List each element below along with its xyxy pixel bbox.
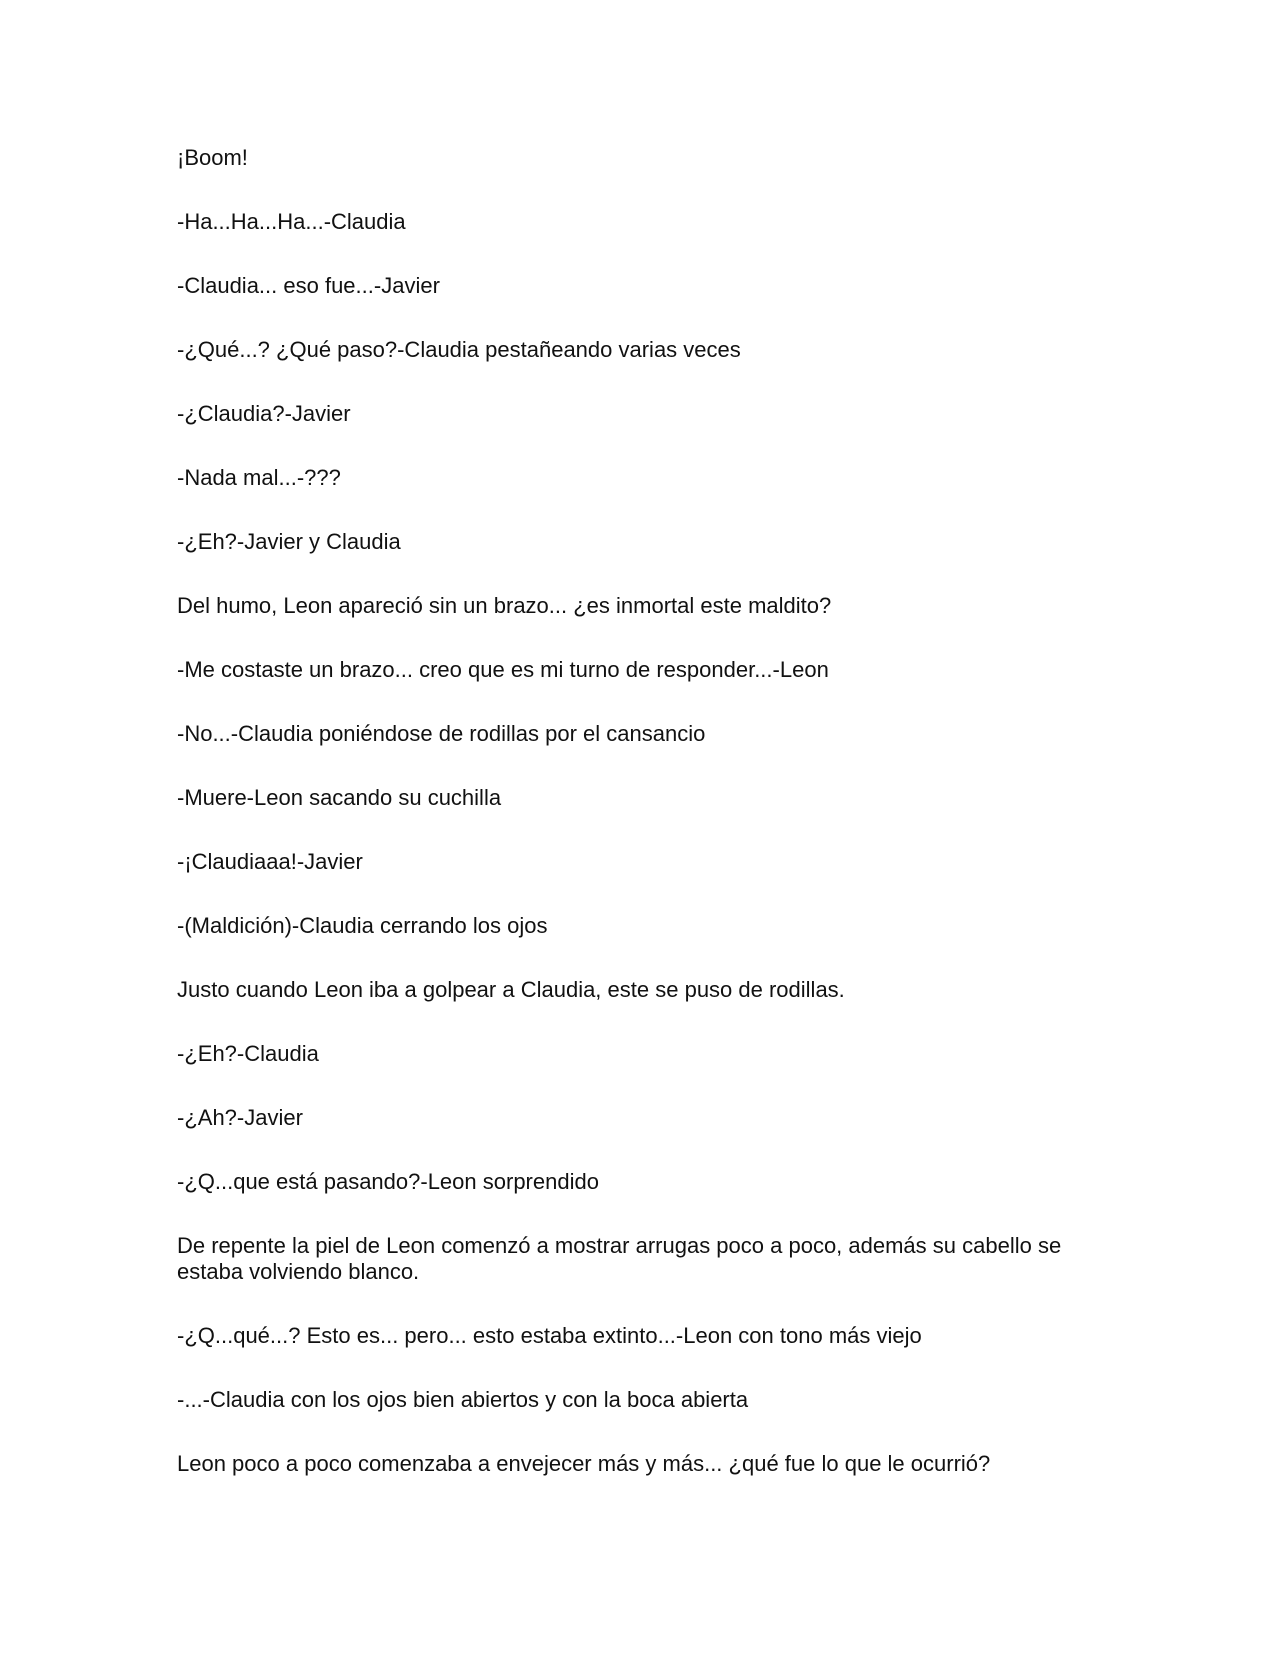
paragraph: -Me costaste un brazo... creo que es mi turno de responder...-Leon [177, 657, 829, 682]
paragraph: ¡Boom! [177, 145, 248, 170]
paragraph: De repente la piel de Leon comenzó a mostrar arrugas poco a poco, además su cabello se estaba volviendo blanco. [177, 1233, 1062, 1284]
paragraph: -¿Ah?-Javier [177, 1105, 303, 1130]
document-body [177, 145, 1097, 1477]
paragraph: -¿Claudia?-Javier [177, 401, 351, 426]
paragraph: -¿Q...que está pasando?-Leon sorprendido [177, 1169, 599, 1194]
paragraph: -Ha...Ha...Ha...-Claudia [177, 209, 406, 234]
paragraph: -¿Q...qué...? Esto es... pero... esto estaba extinto...-Leon con tono más viejo [177, 1323, 922, 1348]
paragraph: -Nada mal...-??? [177, 465, 341, 490]
paragraph: -(Maldición)-Claudia cerrando los ojos [177, 913, 548, 938]
paragraph: Justo cuando Leon iba a golpear a Claudia, este se puso de rodillas. [177, 977, 845, 1002]
paragraph: -¿Eh?-Javier y Claudia [177, 529, 401, 554]
paragraph: Del humo, Leon apareció sin un brazo... ¿es inmortal este maldito? [177, 593, 832, 618]
paragraph: -No...-Claudia poniéndose de rodillas por el cansancio [177, 721, 706, 746]
paragraph: -...-Claudia con los ojos bien abiertos y con la boca abierta [177, 1387, 749, 1412]
paragraph: -Muere-Leon sacando su cuchilla [177, 785, 502, 810]
paragraph: -¿Eh?-Claudia [177, 1041, 319, 1066]
paragraph: -¡Claudiaaa!-Javier [177, 849, 363, 874]
paragraph: -Claudia... eso fue...-Javier [177, 273, 440, 298]
paragraph: Leon poco a poco comenzaba a envejecer más y más... ¿qué fue lo que le ocurrió? [177, 1451, 991, 1476]
paragraph: -¿Qué...? ¿Qué paso?-Claudia pestañeando varias veces [177, 337, 741, 362]
